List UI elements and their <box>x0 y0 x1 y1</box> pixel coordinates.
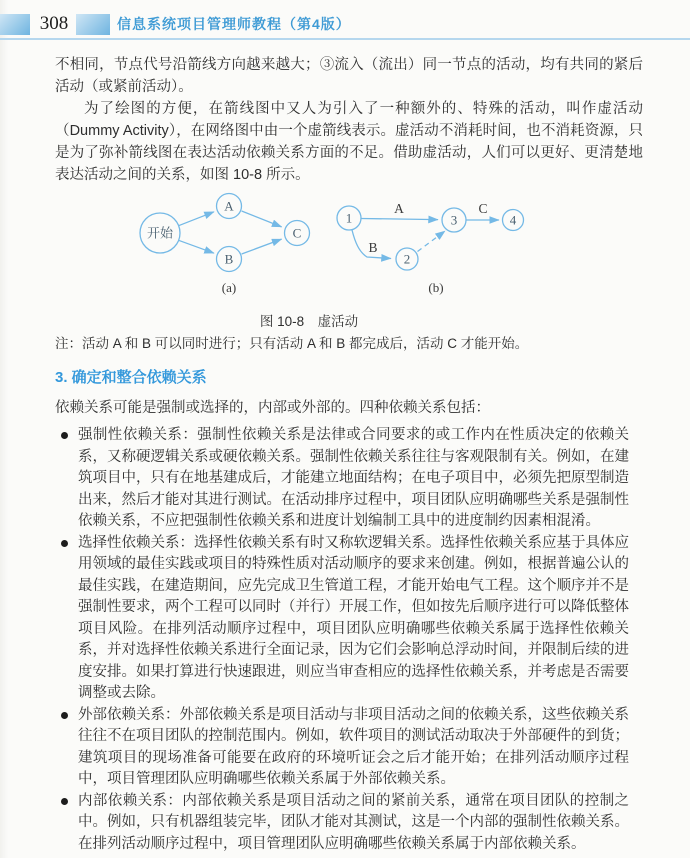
node-b-label: B <box>224 251 234 267</box>
edge-2-3-dummy <box>418 231 446 252</box>
node-start-label: 开始 <box>146 225 174 241</box>
list-item-external <box>55 705 629 791</box>
list-item-text: 内部依赖关系：内部依赖关系是项目活动之间的紧前关系，通常在项目团队的控制之中。例如，只有机器组装完毕，团队才能对其测试，这是一个内部的强制性依赖关系。在排列活动顺序过程中，项目管理团队应明确哪些依赖关系属于内部依赖关系。 <box>78 792 629 852</box>
header-row <box>0 13 690 35</box>
figure-10-8 <box>133 192 565 333</box>
node-3-label: 3 <box>450 212 458 228</box>
book-title: 信息系统项目管理师教程（第4版） <box>117 16 351 32</box>
node-c-label: C <box>292 225 302 241</box>
diagram-b <box>337 201 524 295</box>
edge-a-c <box>242 211 282 227</box>
bullet-dot <box>61 432 68 439</box>
list-item-mandatory <box>55 425 629 533</box>
page-number: 308 <box>39 13 69 34</box>
edge-label-c: C <box>478 201 488 216</box>
edge-1-3 <box>361 219 438 220</box>
page-content <box>55 54 643 855</box>
bullet-dot <box>61 712 68 719</box>
sub-figure-a-label: (a) <box>221 280 237 295</box>
edge-label-a: A <box>394 201 404 216</box>
list-item-text: 外部依赖关系：外部依赖关系是项目活动与非项目活动之间的依赖关系，这些依赖关系往往不在项目团队的控制范围内。例如，软件项目的测试活动取决于外部硬件的到货；建筑项目的现场准备可能要在政府的环境听证会之后才能开始；在排列活动顺序过程中，项目管理团队应明确哪些依赖关系属于外部依赖关系。 <box>78 706 629 787</box>
list-item-internal <box>55 791 629 856</box>
edge-label-b: B <box>368 240 378 255</box>
header-accent-block-left <box>0 14 30 35</box>
paragraph-continuation: 不相同，节点代号沿箭线方向越来越大；③流入（流出）同一节点的活动，均有共同的紧后活动（或紧前活动）。 <box>55 57 643 95</box>
sub-figure-b-label: (b) <box>428 280 444 295</box>
paragraph-intro: 依赖关系可能是强制或选择的，内部或外部的。四种依赖关系包括： <box>55 400 490 416</box>
header-rule <box>0 38 690 40</box>
bullet-dot <box>61 798 68 805</box>
edge-b-c <box>242 239 282 254</box>
list-item-discretionary <box>55 533 629 705</box>
diagram-a <box>140 194 310 296</box>
node-4-label: 4 <box>509 212 517 228</box>
figure-caption: 图 10-8 虚活动 <box>259 314 359 329</box>
network-diagram <box>133 192 565 300</box>
list-item-text: 选择性依赖关系：选择性依赖关系有时又称软逻辑关系。选择性依赖关系应基于具体应用领域的最佳实践或项目的特殊性质对活动顺序的要求来创建。例如，根据普遍公认的最佳实践，在建造期间，应先完成卫生管道工程，才能开始电气工程。这个顺序并不是强制性要求，两个工程可以同时（并行）开展工作，但如按先后顺序进行可以降低整体项目风险。在排列活动顺序过程中，项目团队应明确哪些依赖关系属于选择性依赖关系，并对选择性依赖关系进行全面记录，因为它们会影响总浮动时间，并限制后续的进度安排。如果打算进行快速跟进，则应当审查相应的选择性依赖关系，并考虑是否需要调整或去除。 <box>78 534 629 701</box>
node-a-label: A <box>224 198 234 214</box>
paragraph-dummy-activity: 为了绘图的方便，在箭线图中又人为引入了一种额外的、特殊的活动，叫作虚活动（Dummy Activity），在网络图中由一个虚箭线表示。虚活动不消耗时间，也不消耗资源，只是为了弥补箭线图在表达活动依赖关系方面的不足。借助虚活动，人们可以更好、更清楚地表达活动之间的关系，如图 10-8 所示。 <box>55 101 643 183</box>
header-accent-block-right <box>76 14 110 35</box>
bullet-dot <box>61 540 68 547</box>
node-2-label: 2 <box>403 251 411 267</box>
edge-start-a <box>179 212 214 226</box>
list-item-text: 强制性依赖关系：强制性依赖关系是法律或合同要求的或工作内在性质决定的依赖关系，又称硬逻辑关系或硬依赖关系。强制性依赖关系往往与客观限制有关。例如，在建筑项目中，只有在地基建成后，才能建立地面结构；在电子项目中，必须先把原型制造出来，然后才能对其进行测试。在活动排序过程中，项目团队应明确哪些关系是强制性依赖关系，不应把强制性依赖关系和进度计划编制工具中的进度制约因素相混淆。 <box>78 427 629 529</box>
page-header <box>0 0 690 40</box>
figure-note: 注：活动 A 和 B 可以同时进行；只有活动 A 和 B 都完成后，活动 C 才能开始。 <box>55 336 529 351</box>
section-heading: 3. 确定和整合依赖关系 <box>55 369 207 386</box>
edge-start-b <box>179 240 214 253</box>
dependency-list <box>55 425 643 855</box>
node-1-label: 1 <box>345 210 353 226</box>
